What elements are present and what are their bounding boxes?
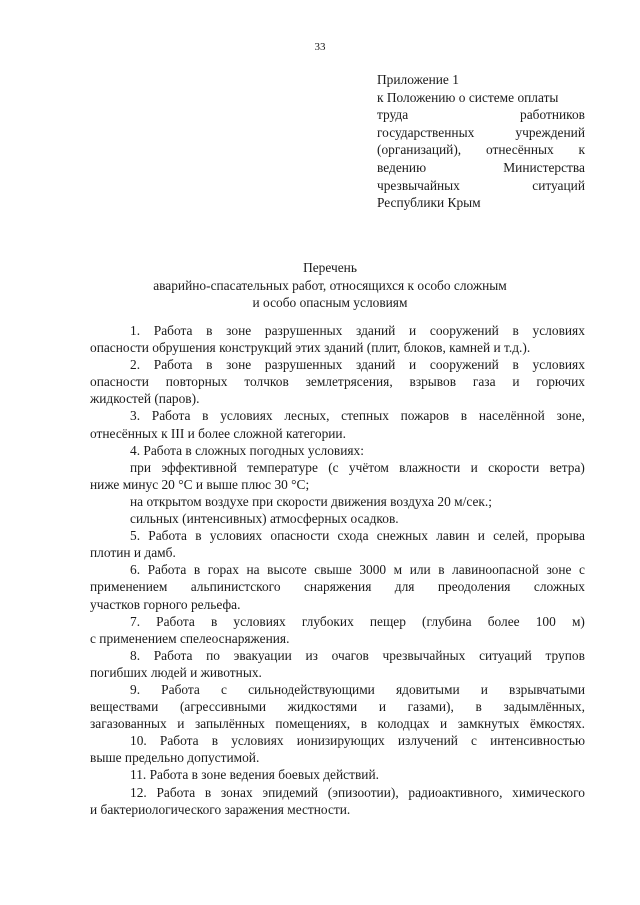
word: свыше xyxy=(314,562,352,578)
appendix-line: Республики Крым xyxy=(377,195,481,211)
word: эффективной xyxy=(161,459,237,475)
word: зоне, xyxy=(556,408,585,424)
list-item-10 xyxy=(90,732,585,766)
word: 10. xyxy=(130,733,147,749)
word: отнесённых xyxy=(485,142,554,158)
word: разрушенных xyxy=(264,357,343,373)
appendix-line xyxy=(377,141,585,159)
word: разрушенных xyxy=(264,323,343,338)
word: (глубина xyxy=(422,613,472,629)
text-line: сильных (интенсивных) атмосферных осадков. xyxy=(130,511,399,527)
text-line xyxy=(90,784,585,801)
text-line xyxy=(90,561,585,578)
word: 9. xyxy=(130,681,141,697)
word: лавиноопасной xyxy=(452,562,539,578)
word: опасности xyxy=(270,528,330,544)
word: преодоления xyxy=(437,579,511,595)
word: в xyxy=(475,699,482,715)
word: в xyxy=(512,357,519,373)
word: 8. xyxy=(130,647,141,663)
word: 7. xyxy=(130,613,141,629)
word: помещениях, xyxy=(275,716,351,732)
list-item-11 xyxy=(90,766,585,783)
word: пожаров xyxy=(400,408,450,424)
word: или xyxy=(409,562,431,578)
word: в xyxy=(438,562,445,578)
word: Работа xyxy=(161,681,200,697)
word: ёмкостях. xyxy=(529,716,585,732)
word: на xyxy=(246,562,260,578)
appendix-line: Приложение 1 xyxy=(377,72,459,87)
list-item-6 xyxy=(90,561,585,612)
word: снаряжения xyxy=(303,579,372,595)
text-line: выше предельно допустимой. xyxy=(90,750,260,766)
word: скорости xyxy=(488,459,540,475)
text-line: погибших людей и животных. xyxy=(90,664,262,680)
word: альпинистского xyxy=(190,579,281,595)
text-line: и бактериологического заражения местности. xyxy=(90,801,351,817)
text-line: на открытом воздухе при скорости движения воздуха 20 м/сек.; xyxy=(130,493,492,509)
word: 2. xyxy=(130,357,141,373)
word: высоте xyxy=(267,562,307,578)
text-line: жидкостей (паров). xyxy=(90,391,200,407)
word: лавин xyxy=(436,528,470,544)
text-line xyxy=(90,681,585,698)
word: с xyxy=(220,681,227,697)
word: из xyxy=(305,647,318,663)
word: 6. xyxy=(130,562,141,578)
word: по xyxy=(206,647,220,663)
word: в xyxy=(193,562,201,578)
word: условиях xyxy=(233,613,286,629)
word: для xyxy=(394,579,415,595)
word: и xyxy=(409,323,417,338)
word: зоне xyxy=(226,323,252,338)
word: газа xyxy=(472,374,496,390)
word: в xyxy=(210,613,218,629)
word: излучений xyxy=(397,733,458,749)
word: условиях xyxy=(220,408,273,424)
word: в xyxy=(204,784,212,800)
text-line xyxy=(90,407,585,424)
document-title xyxy=(70,259,590,312)
text-line: опасности обрушения конструкций этих зданий (плит, блоков, камней и т.д.). xyxy=(90,340,531,356)
word: и xyxy=(477,528,485,544)
word: ситуаций xyxy=(532,177,585,193)
word: лесных, xyxy=(284,408,330,424)
word: ветра) xyxy=(549,459,585,475)
appendix-line xyxy=(377,177,585,195)
title-line: аварийно-спасательных работ, относящихся к особо сложным xyxy=(153,277,507,293)
word: степных xyxy=(341,408,389,424)
word: условиях xyxy=(231,733,284,749)
word: селей, xyxy=(493,528,529,544)
word: чрезвычайных xyxy=(377,177,460,193)
text-line xyxy=(90,647,585,664)
word: чрезвычайных xyxy=(382,647,466,663)
list-item-8 xyxy=(90,647,585,681)
word: зоне xyxy=(226,357,252,373)
page-number: 33 xyxy=(314,41,326,53)
word: в xyxy=(206,357,213,373)
text-line: отнесённых к III и более сложной категории. xyxy=(90,425,346,441)
word: Работа xyxy=(151,408,191,424)
text-line xyxy=(90,613,585,630)
word: при xyxy=(130,459,152,475)
text-line xyxy=(90,459,585,476)
list-item-4 xyxy=(90,442,585,527)
word: м) xyxy=(571,613,585,629)
text-line xyxy=(90,373,585,390)
word: трупов xyxy=(545,647,585,663)
word: зонах xyxy=(220,784,253,800)
word: схода xyxy=(337,528,369,544)
word: радиоактивного, xyxy=(408,784,503,800)
word: в xyxy=(206,323,213,338)
word: применением xyxy=(90,579,168,595)
word: ядовитыми xyxy=(395,681,460,697)
word: загазованных xyxy=(90,716,167,732)
word: эвакуации xyxy=(233,647,292,663)
word: зданий xyxy=(356,323,396,338)
text-line: с применением спелеоснаряжения. xyxy=(90,630,290,646)
word: и xyxy=(512,374,520,390)
word: зоне xyxy=(546,562,572,578)
word: замкнутых xyxy=(457,716,520,732)
word: условиях xyxy=(209,528,263,544)
word: взрывов xyxy=(409,374,457,390)
word: к xyxy=(578,142,585,158)
word: в xyxy=(512,323,519,338)
word: влажности xyxy=(399,459,461,475)
word: м xyxy=(393,562,403,578)
text-line xyxy=(90,715,585,732)
word: сооружений xyxy=(429,323,499,338)
word: температуре xyxy=(247,459,318,475)
text-line: 11. Работа в зоне ведения боевых действий. xyxy=(130,767,379,783)
word: интенсивностью xyxy=(490,733,585,749)
word: сложных xyxy=(533,579,585,595)
list-item-7 xyxy=(90,613,585,647)
word: и xyxy=(440,716,448,732)
word: Работа xyxy=(156,784,196,800)
word: Работа xyxy=(153,647,193,663)
word: газами), xyxy=(407,699,454,715)
word: (эпизоотии), xyxy=(327,784,399,800)
text-line xyxy=(90,527,585,544)
word: химического xyxy=(512,784,585,800)
word: 3000 xyxy=(359,562,387,578)
word: учётом xyxy=(348,459,389,475)
appendix-line xyxy=(377,106,585,124)
word: Работа xyxy=(153,323,193,338)
word: ионизирующих xyxy=(296,733,385,749)
word: в xyxy=(460,408,468,424)
word: жидкостями xyxy=(287,699,358,715)
list-item-1 xyxy=(90,322,585,356)
text-line xyxy=(90,322,585,339)
word: горах xyxy=(207,562,239,578)
word: горючих xyxy=(536,374,585,390)
word: в xyxy=(211,733,219,749)
word: Работа xyxy=(153,357,193,373)
word: государственных xyxy=(377,124,475,140)
word: Министерства xyxy=(503,159,585,175)
word: труда xyxy=(377,107,409,123)
word: Работа xyxy=(147,562,187,578)
word: задымлённых, xyxy=(503,699,585,715)
word: сооружений xyxy=(429,357,499,373)
word: в xyxy=(202,408,209,424)
word: 3. xyxy=(130,408,141,424)
word: ситуаций xyxy=(479,647,532,663)
word: (с xyxy=(328,459,339,475)
word: опасности xyxy=(90,374,149,390)
word: землетрясения, xyxy=(305,374,393,390)
word: с xyxy=(579,562,585,578)
text-line: плотин и дамб. xyxy=(90,545,176,561)
word: условиях xyxy=(532,357,585,373)
word: работников xyxy=(520,107,585,123)
word: очагов xyxy=(331,647,369,663)
word: повторных xyxy=(165,374,228,390)
word: глубоких xyxy=(301,613,354,629)
word: и xyxy=(378,699,387,715)
word: 12. xyxy=(130,784,147,800)
word: толчков xyxy=(244,374,289,390)
text-line xyxy=(90,732,585,749)
word: сильнодействующими xyxy=(248,681,375,697)
text-line xyxy=(90,698,585,715)
text-line: участков горного рельефа. xyxy=(90,596,241,612)
list-item-12 xyxy=(90,784,585,818)
appendix-line xyxy=(377,159,585,177)
text-line: ниже минус 20 °С и выше плюс 30 °С; xyxy=(90,476,310,492)
word: колодцах xyxy=(377,716,430,732)
word: условиях xyxy=(532,323,585,338)
word: населённой xyxy=(478,408,545,424)
appendix-line xyxy=(377,124,585,142)
word: с xyxy=(471,733,477,749)
word: (агрессивными xyxy=(179,699,267,715)
word: пещер xyxy=(369,613,406,629)
word: Работа xyxy=(148,528,187,544)
word: 100 xyxy=(535,613,556,629)
appendix-header xyxy=(377,71,585,212)
document-body xyxy=(90,322,585,818)
word: прорыва xyxy=(536,528,585,544)
word: в xyxy=(360,716,368,732)
title-line: Перечень xyxy=(303,260,357,275)
word: 5. xyxy=(130,528,141,544)
word: снежных xyxy=(376,528,428,544)
word: ведению xyxy=(377,159,427,175)
appendix-line: к Положению о системе оплаты xyxy=(377,89,559,105)
list-item-2 xyxy=(90,356,585,407)
word: Работа xyxy=(156,613,195,629)
word: Работа xyxy=(159,733,199,749)
word: и xyxy=(177,716,185,732)
word: в xyxy=(195,528,202,544)
word: и xyxy=(480,681,488,697)
word: (организаций), xyxy=(377,142,462,158)
list-item-3 xyxy=(90,407,585,441)
word: и xyxy=(409,357,417,373)
word: взрывчатыми xyxy=(509,681,585,697)
word: 1. xyxy=(130,323,141,338)
text-line xyxy=(90,356,585,373)
list-item-9 xyxy=(90,681,585,732)
word: более xyxy=(487,613,520,629)
word: веществами xyxy=(90,699,159,715)
text-line xyxy=(90,578,585,595)
title-line: и особо опасным условиям xyxy=(252,295,408,311)
word: запылённых xyxy=(194,716,265,732)
list-item-5 xyxy=(90,527,585,561)
word: учреждений xyxy=(515,124,585,140)
word: зданий xyxy=(356,357,396,373)
word: и xyxy=(470,459,478,475)
word: эпидемий xyxy=(262,784,319,800)
text-line: 4. Работа в сложных погодных условиях: xyxy=(130,442,364,458)
